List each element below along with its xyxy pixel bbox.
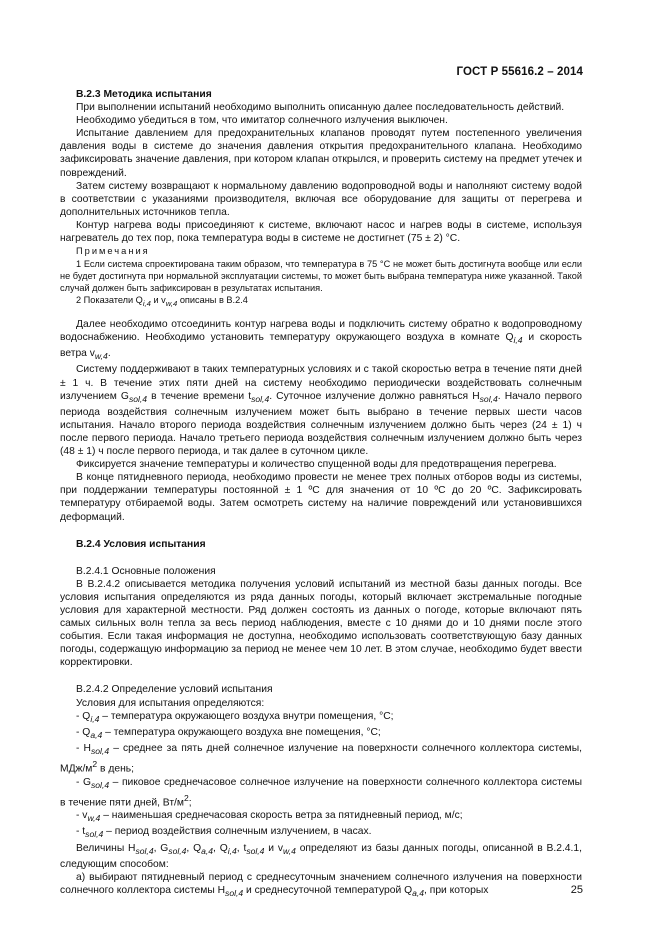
- note-1: 1 Если система спроектирована таким образом, что температура в 75 °C не может быть достигнута вообще или если не будет достигнута при нормальной эксплуатации системы, то может быть выбрана температура ниже указанной. Такой случай должен быть зафиксирован в результатах испытания.: [60, 259, 582, 294]
- subsection-title-b241: В.2.4.1 Основные положения: [76, 565, 216, 577]
- section-title-b24: В.2.4 Условия испытания: [76, 538, 206, 550]
- list-item: - $Q_{i,4}$ – температура окружающего воздуха внутри помещения, °C;: [76, 710, 394, 724]
- section-title-b23: В.2.3 Методика испытания: [76, 89, 212, 100]
- paragraph: Затем систему возвращают к нормальному давлению водопроводной воды и наполняют систему водой в соответствии с указаниями производителя, включая все оборудование для защиты от перегрева и дополнительных источников тепла.: [60, 180, 582, 218]
- paragraph: При выполнении испытаний необходимо выполнить описанную далее последовательность действий.: [76, 102, 565, 114]
- subsection-title-b242: В.2.4.2 Определение условий испытания: [76, 684, 273, 696]
- paragraph: Необходимо убедиться в том, что имитатор солнечного излучения выключен.: [76, 115, 448, 127]
- page-number: 25: [570, 884, 583, 896]
- list-item: - $t_{sol,4}$ – период воздействия солнечным излучением, в часах.: [76, 826, 372, 840]
- notes-title: Примечания: [76, 246, 150, 257]
- list-item: - $Q_{a,4}$ – температура окружающего воздуха вне помещения, °C;: [76, 726, 381, 740]
- paragraph: Контур нагрева воды присоединяют к системе, включают насос и нагрев воды в системе, используя нагреватель до тех пор, пока температура воды в системе не достигнет (75 ± 2) °C.: [60, 219, 582, 245]
- note-2: 2 Показатели $Q_{i,4}$ и $v_{w,4}$ описаны в В.2.4: [76, 295, 248, 309]
- list-item: - $H_{sol,4}$ – среднее за пять дней солнечное излучение на поверхности солнечного коллектора системы, МДж/$м^2$ в день;: [60, 742, 582, 775]
- list-item: - $v_{w,4}$ – наименьшая среднечасовая скорость ветра за пятидневный период, м/с;: [76, 810, 463, 824]
- paragraph: Фиксируется значение температуры и количество спущенной воды для предотвращения перегрева.: [76, 459, 557, 471]
- paragraph: Испытание давлением для предохранительных клапанов проводят путем постепенного увеличения давления воды в системе до значения давления открытия предохранительного клапана. Необходимо зафиксировать значение давления, при котором клапан открылся, и проверить систему на предмет утечек и повреждений.: [60, 128, 582, 179]
- paragraph: В В.2.4.2 описывается методика получения условий испытаний из местной базы данных погоды. Все условия испытания определяются из ряда данных погоды, который включает экстремальные погодные условия для характерной местности. Ряд должен состоять из данных о погоде, которые включают пять самых сильных волн тепла за весь период наблюдения, вместе с 10 днями до и 10 днями после этого события. Если такая информация не доступна, необходимо использовать соответствующую базу данных погоды, содержащую информацию за период не менее чем 10 лет. В этом случае, необходимо будет ввести корректировки.: [60, 578, 582, 669]
- list-item: - $G_{sol,4}$ – пиковое среднечасовое солнечное излучение на поверхности солнечного коллектора системы в течение пяти дней, $Вт/м^2$;: [60, 776, 582, 809]
- paragraph: Величины $H_{sol,4}$, $G_{sol,4}$, $Q_{a,4}$, $Q_{i,4}$, $t_{sol,4}$ и $v_{w,4}$ определяют из базы данных погоды, описанной в В.2.4.1, следующим способом:: [60, 842, 582, 870]
- paragraph: Систему поддерживают в таких температурных условиях и с такой скоростью ветра в течение пяти дней ± 1 ч. В течение этих пяти дней на систему необходимо периодически воздействовать солнечным излучением $G_{sol,4}$ в течение времени $t_{sol,4}$. Суточное излучение должно равняться $H_{sol,4}$. Начало первого периода воздействия солнечным излучением может быть выбрано в течение первых шести часов испытания. Начало второго периода воздействия солнечным излучением должно быть через (24 ± 1) ч после первого периода. Начало третьего периода воздействия солнечным излучением должно быть через (48 ± 1) ч после первого периода, и так далее в суточном цикле.: [60, 364, 583, 458]
- paragraph: Условия для испытания определяются:: [76, 697, 265, 709]
- list-item: а) выбирают пятидневный период с среднесуточным значением солнечного излучения на поверхности солнечного коллектора системы $H_{sol,4}$ и среднесуточной температурой $Q_{a,4}$, при которых: [60, 871, 582, 898]
- paragraph: В конце пятидневного периода, необходимо провести не менее трех полных отборов воды из системы, при поддержании температуры постоянной ± 1 ºC для значения от 10 ºC до 20 ºC. Зафиксировать температуру отбираемой воды. Затем осмотреть систему на наличие повреждений или установившихся деформаций.: [60, 472, 582, 523]
- standard-header: ГОСТ Р 55616.2 – 2014: [456, 66, 583, 78]
- paragraph: Далее необходимо отсоединить контур нагрева воды и подключить систему обратно к водопроводному водоснабжению. Необходимо установить температуру окружающего воздуха в комнате $Q_{i,4}$ и скорость ветра $v_{w,4}$.: [60, 319, 582, 362]
- page-body: [60, 88, 582, 900]
